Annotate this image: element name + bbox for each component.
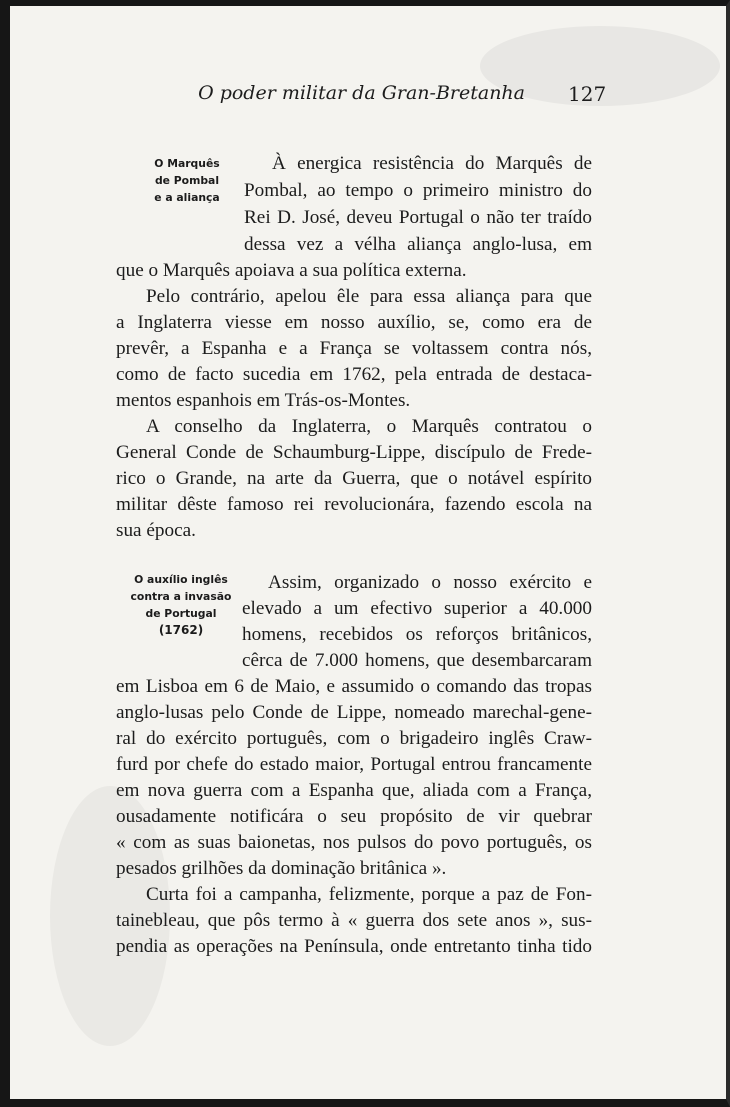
text-line: ousadamente notificára o seu propósito de vir quebrar <box>116 806 592 827</box>
text-line: prevêr, a Espanha e a França se voltassem contra nós, <box>116 338 592 359</box>
margin-note-line: e a aliança <box>154 191 220 204</box>
text-line: pesados grilhões da dominação britânica ». <box>116 858 447 879</box>
running-title: O poder militar da Gran-Bretanha <box>198 82 525 104</box>
text-line: dessa vez a vélha aliança anglo-lusa, em <box>244 234 592 255</box>
margin-note-line: contra a invasão <box>130 590 232 603</box>
text-line: cêrca de 7.000 homens, que desembarcaram <box>242 650 592 671</box>
text-line: mentos espanhois em Trás-os-Montes. <box>116 390 411 411</box>
text-line: tainebleau, que pôs termo à « guerra dos sete anos », sus- <box>116 910 592 931</box>
text-line: em Lisboa em 6 de Maio, e assumido o comando das tropas <box>116 676 592 697</box>
page-number: 127 <box>568 82 607 106</box>
margin-note-auxilio <box>126 571 236 639</box>
text-line: Pelo contrário, apelou êle para essa aliança para que <box>146 286 592 307</box>
page-header <box>10 82 610 108</box>
text-line: homens, recebidos os reforços britânicos, <box>242 624 592 645</box>
text-line: que o Marquês apoiava a sua política externa. <box>116 260 467 281</box>
text-line: a Inglaterra viesse em nosso auxílio, se, como era de <box>116 312 592 333</box>
margin-note-line: O auxílio inglês <box>134 573 228 586</box>
text-line: A conselho da Inglaterra, o Marquês contratou o <box>146 416 592 437</box>
text-line: « com as suas baionetas, nos pulsos do povo português, os <box>116 832 592 853</box>
margin-note-line: O Marquês <box>154 157 220 170</box>
text-line: rico o Grande, na arte da Guerra, que o notável espírito <box>116 468 592 489</box>
margin-note-line: de Portugal <box>145 607 217 620</box>
margin-note-line: de Pombal <box>154 174 220 187</box>
text-line: como de facto sucedia em 1762, pela entrada de destaca- <box>116 364 592 385</box>
text-line: Rei D. José, deveu Portugal o não ter traído <box>244 207 592 228</box>
text-line: em nova guerra com a Espanha que, aliada com a França, <box>116 780 592 801</box>
margin-note-line: (1762) <box>158 623 204 637</box>
text-line: militar dêste famoso rei revolucionára, fazendo escola na <box>116 494 592 515</box>
text-line: General Conde de Schaumburg-Lippe, discípulo de Frede- <box>116 442 592 463</box>
text-line: sua época. <box>116 520 196 541</box>
text-line: ral do exército português, com o brigadeiro inglês Craw- <box>116 728 592 749</box>
text-line: anglo-lusas pelo Conde de Lippe, nomeado marechal-gene- <box>116 702 592 723</box>
margin-note-pombal <box>142 155 232 206</box>
text-line: Pombal, ao tempo o primeiro ministro do <box>244 180 592 201</box>
text-line: pendia as operações na Península, onde entretanto tinha tido <box>116 936 592 957</box>
text-line: elevado a um efectivo superior a 40.000 <box>242 598 592 619</box>
text-line: Curta foi a campanha, felizmente, porque a paz de Fon- <box>146 884 592 905</box>
text-line: À energica resistência do Marquês de <box>272 153 592 174</box>
text-line: Assim, organizado o nosso exército e <box>268 572 592 593</box>
text-line: furd por chefe do estado maior, Portugal entrou francamente <box>116 754 592 775</box>
